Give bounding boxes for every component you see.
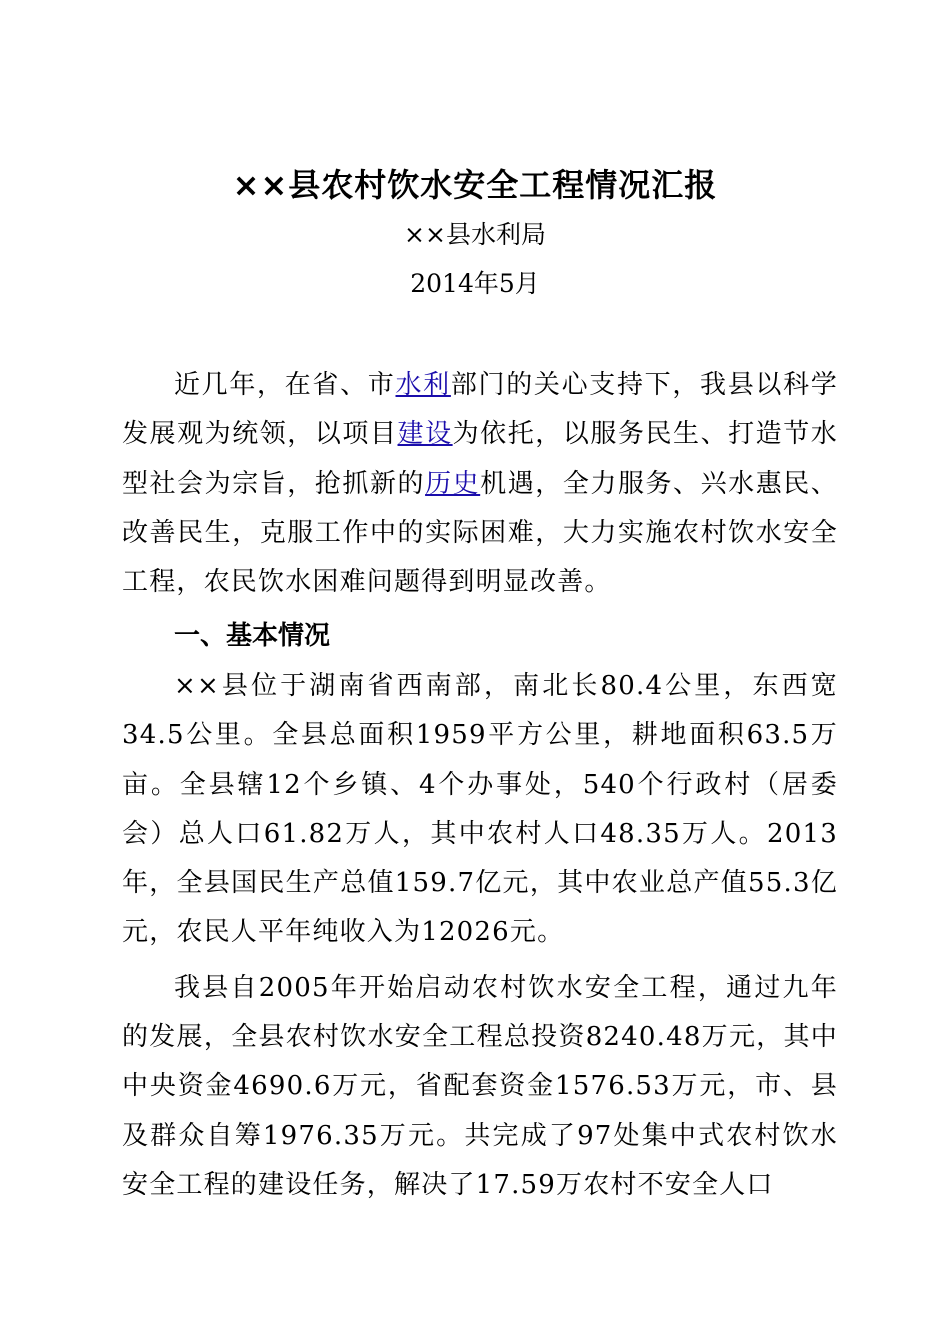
investment-paragraph: 我县自2005年开始启动农村饮水安全工程，通过九年的发展，全县农村饮水安全工程总投资8240.48万元，其中中央资金4690.6万元，省配套资金1576.53万元，市、县及群众自筹1976.35万元。共完成了97处集中式农村饮水安全工程的建设任务，解决了17.59万农村不安全人口	[122, 972, 838, 1200]
intro-text-4: 机遇，全力服务、兴水惠民、改善民生，克服工作中的实际困难，大力实施农村饮水安全工程，农民饮水困难问题得到明显改善。	[122, 468, 839, 598]
link-jianshe[interactable]: 建设	[397, 419, 453, 450]
link-shuili[interactable]: 水利	[395, 370, 451, 400]
link-lishi[interactable]: 历史	[425, 468, 481, 499]
intro-section	[122, 361, 838, 607]
document-title: ××县农村饮水安全工程情况汇报	[232, 166, 718, 204]
document-author: ××县水利局	[404, 220, 546, 249]
intro-paragraph	[122, 361, 838, 607]
document-date: 2014年5月	[410, 269, 540, 298]
intro-text-2: 部门的关心支持下，我县以科学发展观为统领，以项目	[122, 370, 838, 450]
section-heading-basic: 一、基本情况	[174, 621, 331, 651]
section1-body	[122, 662, 838, 1210]
basic-info-paragraph: ××县位于湖南省西南部，南北长80.4公里，东西宽34.5公里。全县总面积1959平方公里，耕地面积63.5万亩。全县辖12个乡镇、4个办事处，540个行政村（居委会）总人口61.82万人，其中农村人口48.35万人。2013年，全县国民生产总值159.7亿元，其中农业总产值55.3亿元，农民人平年纯收入为12026元。	[122, 671, 838, 948]
intro-text-3: 为依托，以服务民生、打造节水型社会为宗旨，抢抓新的	[122, 419, 838, 499]
intro-text-1: 近几年，在省、市	[174, 370, 396, 400]
